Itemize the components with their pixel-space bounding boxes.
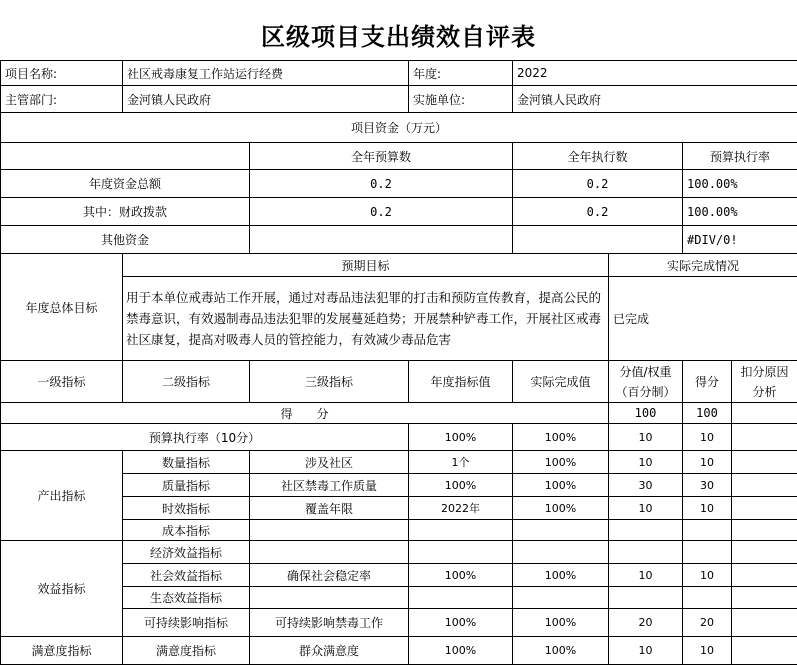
budget-rate-actual: 100% [513,424,609,451]
funds-corner [1,143,250,170]
benefit-level3: 确保社会稳定率 [250,564,409,587]
header-level1: 一级指标 [1,361,123,403]
output-weight [609,520,683,541]
goals-expected-text: 用于本单位戒毒站工作开展，通过对毒品违法犯罪的打击和预防宣传教育，提高公民的禁毒意识，有效遏制毒品违法犯罪的发展蔓延趋势；开展禁种铲毒工作，开展社区戒毒社区康复，提高对吸毒人员的管控能力，有效减少毒品危害 [123,277,609,361]
dept-label: 主管部门: [1,86,123,113]
funds-row-exec: 0.2 [513,170,683,198]
funds-row-label: 其中：财政拨款 [1,198,250,226]
goals-actual-header: 实际完成情况 [609,254,797,277]
output-actual: 100% [513,474,609,497]
page-title: 区级项目支出绩效自评表 [0,0,797,60]
output-score: 30 [683,474,732,497]
impl-label: 实施单位: [409,86,513,113]
output-actual [513,520,609,541]
benefit-level2: 生态效益指标 [123,587,250,609]
benefit-reason [732,609,797,637]
funds-col-budget: 全年预算数 [250,143,513,170]
benefit-level2: 经济效益指标 [123,541,250,564]
benefit-actual [513,587,609,609]
benefit-score [683,541,732,564]
output-weight: 10 [609,497,683,520]
header-level3: 三级指标 [250,361,409,403]
output-score: 10 [683,497,732,520]
benefit-label: 效益指标 [1,541,123,637]
benefit-target: 100% [409,609,513,637]
year-label: 年度: [409,61,513,86]
benefit-weight [609,541,683,564]
funds-row-budget: 0.2 [250,170,513,198]
output-level2: 数量指标 [123,451,250,474]
impl-value: 金河镇人民政府 [513,86,797,113]
output-label: 产出指标 [1,451,123,541]
total-reason [732,403,797,424]
output-reason [732,451,797,474]
output-level3: 覆盖年限 [250,497,409,520]
benefit-weight: 10 [609,564,683,587]
header-actual: 实际完成值 [513,361,609,403]
budget-rate-target: 100% [409,424,513,451]
funds-row-budget: 0.2 [250,198,513,226]
benefit-reason [732,541,797,564]
benefit-level3: 可持续影响禁毒工作 [250,609,409,637]
satisfaction-weight: 10 [609,637,683,665]
benefit-level3 [250,541,409,564]
output-reason [732,474,797,497]
benefit-reason [732,564,797,587]
satisfaction-level2: 满意度指标 [123,637,250,665]
funds-row-rate: 100.00% [683,170,797,198]
benefit-target [409,587,513,609]
funds-row-label: 年度资金总额 [1,170,250,198]
budget-rate-weight: 10 [609,424,683,451]
output-weight: 30 [609,474,683,497]
total-weight: 100 [609,403,683,424]
evaluation-table [0,60,797,665]
funds-row-exec [513,226,683,254]
benefit-level3 [250,587,409,609]
output-level3 [250,520,409,541]
funds-row-rate: #DIV/0! [683,226,797,254]
output-target: 100% [409,474,513,497]
output-reason [732,497,797,520]
goals-label: 年度总体目标 [1,254,123,361]
header-reason: 扣分原因分析 [732,361,797,403]
output-score: 10 [683,451,732,474]
satisfaction-label: 满意度指标 [1,637,123,665]
total-label: 得 分 [1,403,609,424]
funds-row-rate: 100.00% [683,198,797,226]
funds-row-budget [250,226,513,254]
project-name-label: 项目名称: [1,61,123,86]
satisfaction-score: 10 [683,637,732,665]
benefit-weight [609,587,683,609]
budget-rate-label: 预算执行率（10分） [1,424,409,451]
benefit-score [683,587,732,609]
benefit-score: 10 [683,564,732,587]
output-level2: 时效指标 [123,497,250,520]
output-target: 2022年 [409,497,513,520]
output-weight: 10 [609,451,683,474]
output-level2: 成本指标 [123,520,250,541]
output-actual: 100% [513,497,609,520]
benefit-actual [513,541,609,564]
output-level2: 质量指标 [123,474,250,497]
budget-rate-score: 10 [683,424,732,451]
funds-col-rate: 预算执行率 [683,143,797,170]
output-target [409,520,513,541]
benefit-target [409,541,513,564]
satisfaction-target: 100% [409,637,513,665]
total-score: 100 [683,403,732,424]
year-value: 2022 [513,61,797,86]
project-name-value: 社区戒毒康复工作站运行经费 [123,61,409,86]
funds-row-exec: 0.2 [513,198,683,226]
satisfaction-level3: 群众满意度 [250,637,409,665]
benefit-target: 100% [409,564,513,587]
benefit-level2: 社会效益指标 [123,564,250,587]
output-actual: 100% [513,451,609,474]
benefit-reason [732,587,797,609]
satisfaction-actual: 100% [513,637,609,665]
output-target: 1个 [409,451,513,474]
benefit-actual: 100% [513,609,609,637]
header-level2: 二级指标 [123,361,250,403]
benefit-weight: 20 [609,609,683,637]
funds-row-label: 其他资金 [1,226,250,254]
benefit-score: 20 [683,609,732,637]
output-level3: 社区禁毒工作质量 [250,474,409,497]
header-weight: 分值/权重（百分制） [609,361,683,403]
output-reason [732,520,797,541]
funds-header: 项目资金（万元） [1,113,797,143]
budget-rate-reason [732,424,797,451]
goals-actual-text: 已完成 [609,277,797,361]
benefit-actual: 100% [513,564,609,587]
satisfaction-reason [732,637,797,665]
output-score [683,520,732,541]
header-score: 得分 [683,361,732,403]
header-target: 年度指标值 [409,361,513,403]
benefit-level2: 可持续影响指标 [123,609,250,637]
output-level3: 涉及社区 [250,451,409,474]
goals-expected-header: 预期目标 [123,254,609,277]
dept-value: 金河镇人民政府 [123,86,409,113]
funds-col-exec: 全年执行数 [513,143,683,170]
